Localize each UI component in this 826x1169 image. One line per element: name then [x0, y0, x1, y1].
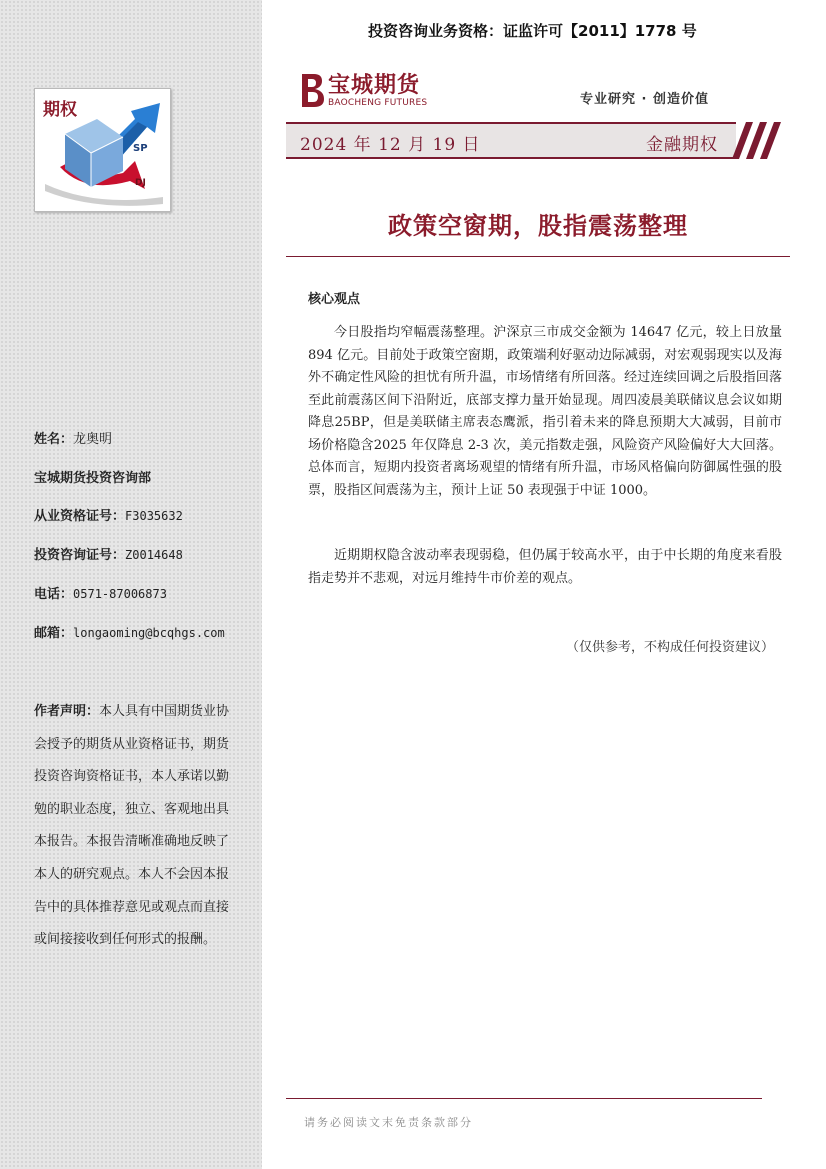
report-category: 金融期权	[646, 135, 718, 155]
svg-text:SP: SP	[133, 143, 148, 154]
slogan: 专业研究 · 创造价值	[580, 92, 709, 107]
band-top-line	[286, 122, 736, 124]
department-line	[34, 467, 151, 486]
cert-label: 从业资格证号：	[34, 509, 126, 524]
paragraph-1: 今日股指均窄幅震荡整理。沪深京三市成交金额为 14647 亿元，较上日放量 894 亿元。目前处于政策空窗期，政策端利好驱动边际减弱，对宏观弱现实以及海外不确定性风险的担忧有所升温，市场情绪有所回落。经过连续回调之后股指回落至此前震荡区间下沿附近，底部支撑力量开始显现。周四凌晨美联储议息会议如期降息25BP，但是美联储主席表态鹰派，指引着未来的降息预期大大减弱，目前市场价格隐含2025 年仅降息 2-3 次，美元指数走强，风险资产风险偏好大大回落。总体而言，短期内投资者离场观望的情绪有所升温，市场风格偏向防御属性强的股票，股指区间震荡为主，预计上证 50 表现强于中证 1000。	[308, 325, 782, 498]
report-date: 2024 年 12 月 19 日	[300, 135, 481, 155]
thumbnail-label: 期权	[43, 100, 77, 120]
disclaimer: （仅供参考，不构成任何投资建议）	[565, 640, 774, 655]
name-label: 姓名：	[34, 432, 74, 447]
core-viewpoint-heading: 核心观点	[308, 292, 361, 307]
email-label: 邮箱：	[34, 626, 74, 641]
advisory-line	[34, 544, 183, 563]
author-declaration	[34, 696, 234, 957]
stripes-decoration-icon	[726, 122, 783, 159]
declaration-text: 本人具有中国期货业协会授予的期货从业资格证书，期货投资咨询资格证书，本人承诺以勤勉的职业态度，独立、客观地出具本报告。本报告清晰准确地反映了本人的研究观点。本人不会因本报告中的具体推荐意见或观点而直接或间接接收到任何形式的报酬。	[34, 704, 230, 948]
baocheng-logo-icon	[298, 70, 326, 110]
declaration-label: 作者声明：	[34, 704, 100, 719]
analyst-name: 龙奥明	[73, 432, 113, 447]
footer-note: 请务必阅读文末免责条款部分	[304, 1116, 473, 1129]
svg-text:DJ: DJ	[135, 178, 146, 188]
advisory-number: Z0014648	[125, 548, 183, 562]
phone-line	[34, 583, 167, 602]
title-divider	[286, 256, 790, 257]
logo-chinese: 宝城期货	[328, 72, 421, 98]
qualification-line	[34, 505, 183, 524]
logo-english: BAOCHENG FUTURES	[328, 98, 428, 108]
band-bottom-line	[286, 157, 736, 159]
advisory-label: 投资咨询证号：	[34, 548, 126, 563]
date-category-band	[286, 122, 783, 159]
department: 宝城期货投资咨询部	[34, 471, 152, 486]
email-line	[34, 622, 225, 641]
sidebar	[0, 0, 262, 1169]
phone-label: 电话：	[34, 587, 74, 602]
options-thumbnail-image	[34, 88, 171, 212]
analyst-name-line	[34, 428, 112, 447]
email-address[interactable]: longaoming@bcqhgs.com	[73, 626, 225, 640]
report-title: 政策空窗期，股指震荡整理	[388, 212, 688, 240]
license-header: 投资咨询业务资格：证监许可【2011】1778 号	[368, 22, 697, 40]
footer-divider	[286, 1098, 762, 1099]
paragraph-2: 近期期权隐含波动率表现弱稳，但仍属于较高水平，由于中长期的角度来看股指走势并不悲观，对远月维持牛市价差的观点。	[308, 548, 782, 586]
phone-number: 0571-87006873	[73, 587, 167, 601]
cert-number: F3035632	[125, 509, 183, 523]
company-logo	[298, 70, 438, 110]
